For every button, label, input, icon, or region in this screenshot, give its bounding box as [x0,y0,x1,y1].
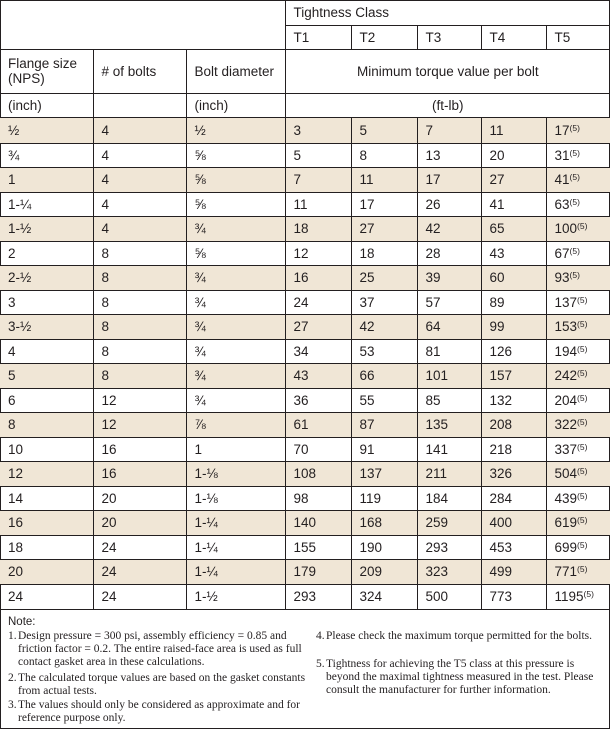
footnote-ref: (5) [577,368,588,378]
note-text: Design pressure = 300 psi, assembly efficiency = 0.85 and friction factor = 0.2. The entire raised-face area is used as full contact gasket area in these calculations. [18,630,302,668]
bolt-diameter-cell: ⅝ [186,143,285,167]
torque-t3-cell: 101 [417,363,481,388]
torque-t4-cell: 89 [481,290,546,314]
footnote-ref: (5) [577,564,588,574]
table-row [0,241,610,265]
torque-unit: (ft-lb) [285,93,610,117]
bolt-count-cell: 4 [93,192,186,216]
torque-t1-cell: 24 [285,290,351,314]
flange-size-cell: 3-½ [0,314,93,339]
torque-t1-cell: 108 [285,461,351,486]
torque-t3-cell: 81 [417,339,481,363]
flange-size-cell: ½ [0,117,93,143]
bolt-count-cell: 20 [93,486,186,510]
torque-t1-cell: 36 [285,388,351,412]
bolt-count-cell: 8 [93,339,186,363]
bolt-count-cell: 4 [93,167,186,192]
table-row [0,265,610,290]
bolt-count-cell: 16 [93,437,186,461]
bolt-count-cell: 4 [93,117,186,143]
torque-t3-cell: 26 [417,192,481,216]
torque-t4-cell: 43 [481,241,546,265]
footnote-ref: (5) [577,490,588,501]
bolt-count-cell: 8 [93,363,186,388]
bolt-count-cell: 24 [93,559,186,584]
note-1 [8,630,308,669]
bolt-diameter-cell: ⅝ [186,241,285,265]
torque-t2-cell: 324 [351,584,417,609]
note-text: The values should only be considered as approximate and for reference purpose only. [18,699,300,724]
table-row [0,584,610,609]
torque-t5-cell [546,167,610,192]
bolt-diameter-cell: 1-½ [186,584,285,609]
tightness-class-header: Tightness Class [285,0,610,25]
torque-t2-cell: 5 [351,117,417,143]
table-row [0,192,610,216]
min-torque-header: Minimum torque value per bolt [285,49,610,93]
torque-t1-cell: 27 [285,314,351,339]
footnote-ref: (5) [577,392,588,403]
bolt-diameter-cell: 1-⅛ [186,461,285,486]
footnote-ref: (5) [583,589,594,599]
note-5 [316,658,602,697]
torque-t5-cell [546,265,610,290]
bolt-diameter-cell: 1-¼ [186,559,285,584]
torque-t1-cell: 70 [285,437,351,461]
flange-unit: (inch) [0,93,93,117]
bolt-count-cell: 8 [93,290,186,314]
torque-t2-cell: 11 [351,167,417,192]
torque-t5-cell [546,437,610,461]
torque-t5-value: 194 [554,343,578,359]
torque-t3-cell: 85 [417,388,481,412]
torque-t4-cell: 65 [481,216,546,241]
flange-size-cell: 16 [0,510,93,535]
torque-t2-cell: 17 [351,192,417,216]
torque-t2-cell: 42 [351,314,417,339]
footnote-ref: (5) [577,294,588,305]
torque-t2-cell: 25 [351,265,417,290]
table-row [0,461,610,486]
torque-t3-cell: 259 [417,510,481,535]
torque-t4-cell: 60 [481,265,546,290]
note-text: Please check the maximum torque permitted for the bolts. [326,630,593,642]
torque-t3-cell: 42 [417,216,481,241]
table-row [0,388,610,412]
footnote-ref: (5) [569,245,580,256]
torque-t2-cell: 137 [351,461,417,486]
table-row [0,486,610,510]
bolt-count-cell: 8 [93,314,186,339]
bolt-count-cell: 20 [93,510,186,535]
torque-t3-cell: 64 [417,314,481,339]
flange-size-cell: 10 [0,437,93,461]
table-row [0,363,610,388]
torque-t1-cell: 7 [285,167,351,192]
torque-t5-value: 242 [554,368,578,383]
torque-t5-value: 67 [554,245,570,261]
torque-t5-cell [546,584,610,609]
torque-t4-cell: 27 [481,167,546,192]
footnote-ref: (5) [577,417,588,427]
note-3 [8,699,308,725]
class-t1-header: T1 [285,25,351,49]
note-number: 3. [8,699,17,711]
torque-t5-value: 204 [554,392,578,408]
bolt-diameter-cell: ⅞ [186,412,285,437]
torque-t3-cell: 211 [417,461,481,486]
footnote-ref: (5) [577,539,588,550]
torque-t5-value: 93 [554,270,570,285]
torque-t5-value: 63 [554,196,570,212]
flange-size-cell: 1-½ [0,216,93,241]
footnote-ref: (5) [577,466,588,476]
torque-t2-cell: 209 [351,559,417,584]
bolt-diameter-cell: ¾ [186,339,285,363]
flange-size-cell: 3 [0,290,93,314]
notes-section [0,611,610,729]
torque-t4-cell: 157 [481,363,546,388]
torque-t4-cell: 499 [481,559,546,584]
bolt-count-cell: 24 [93,535,186,559]
table-row [0,290,610,314]
bolt-count-cell: 8 [93,265,186,290]
torque-t2-cell: 37 [351,290,417,314]
torque-t5-value: 337 [554,441,578,457]
torque-t1-cell: 179 [285,559,351,584]
torque-t3-cell: 28 [417,241,481,265]
flange-size-cell: ¾ [0,143,93,167]
num-bolts-header: # of bolts [93,49,186,93]
torque-t4-cell: 208 [481,412,546,437]
torque-t4-cell: 218 [481,437,546,461]
torque-t3-cell: 57 [417,290,481,314]
torque-t4-cell: 99 [481,314,546,339]
torque-t5-cell [546,117,610,143]
torque-t4-cell: 11 [481,117,546,143]
torque-t4-cell: 400 [481,510,546,535]
bolt-count-cell: 12 [93,388,186,412]
class-t5-header: T5 [546,25,610,49]
footnote-ref: (5) [577,343,588,354]
torque-t5-value: 31 [554,147,570,163]
torque-t2-cell: 168 [351,510,417,535]
torque-t2-cell: 8 [351,143,417,167]
footnote-ref: (5) [569,122,580,133]
torque-t5-value: 771 [554,564,578,579]
torque-t1-cell: 12 [285,241,351,265]
footnote-ref: (5) [577,441,588,452]
bolt-count-cell: 8 [93,241,186,265]
footnote-ref: (5) [569,172,580,182]
bolt-diameter-cell: ¾ [186,363,285,388]
torque-t4-cell: 453 [481,535,546,559]
torque-t3-cell: 17 [417,167,481,192]
torque-t3-cell: 135 [417,412,481,437]
torque-t5-value: 100 [554,221,578,236]
torque-t1-cell: 43 [285,363,351,388]
torque-t3-cell: 323 [417,559,481,584]
torque-t3-cell: 184 [417,486,481,510]
torque-t2-cell: 190 [351,535,417,559]
torque-t5-value: 137 [554,294,578,310]
class-t4-header: T4 [481,25,546,49]
torque-t5-cell [546,314,610,339]
torque-t3-cell: 39 [417,265,481,290]
bolt-diameter-cell: 1-¼ [186,535,285,559]
table-row [0,216,610,241]
torque-t3-cell: 7 [417,117,481,143]
flange-size-cell: 1-¼ [0,192,93,216]
table-row [0,510,610,535]
table-row [0,437,610,461]
torque-t2-cell: 53 [351,339,417,363]
footnote-ref: (5) [569,270,580,280]
footnote-ref: (5) [577,319,588,329]
torque-t5-cell [546,510,610,535]
flange-size-cell: 1 [0,167,93,192]
note-text: The calculated torque values are based on the gasket constants from actual tests. [18,672,306,697]
torque-t2-cell: 55 [351,388,417,412]
torque-t2-cell: 66 [351,363,417,388]
flange-size-header: Flange size (NPS) [0,49,93,93]
torque-t5-cell [546,241,610,265]
flange-size-cell: 12 [0,461,93,486]
footnote-ref: (5) [569,196,580,207]
torque-t4-cell: 20 [481,143,546,167]
flange-size-cell: 2 [0,241,93,265]
bolt-count-cell: 12 [93,412,186,437]
torque-t4-cell: 41 [481,192,546,216]
note-text: Tightness for achieving the T5 class at this pressure is beyond the maximal tightness measured in the test. Please consult the manufacturer for further information. [326,658,594,696]
bolt-diameter-cell: ⅝ [186,192,285,216]
torque-t3-cell: 500 [417,584,481,609]
torque-t1-cell: 155 [285,535,351,559]
flange-size-cell: 2-½ [0,265,93,290]
torque-t1-cell: 34 [285,339,351,363]
torque-t5-value: 619 [554,515,578,530]
notes-title: Note: [8,616,36,628]
torque-t3-cell: 293 [417,535,481,559]
bolt-diameter-cell: ¾ [186,216,285,241]
torque-t5-value: 699 [554,539,578,555]
footnote-ref: (5) [577,515,588,525]
bolt-count-cell: 4 [93,216,186,241]
bolt-diameter-cell: ¾ [186,314,285,339]
torque-t2-cell: 18 [351,241,417,265]
footnote-ref: (5) [569,147,580,158]
bolt-diameter-cell: ¾ [186,290,285,314]
table-row [0,559,610,584]
note-4 [316,630,602,643]
flange-size-cell: 14 [0,486,93,510]
flange-size-cell: 6 [0,388,93,412]
footnote-ref: (5) [577,221,588,231]
torque-t3-cell: 141 [417,437,481,461]
torque-t2-cell: 119 [351,486,417,510]
torque-t5-cell [546,363,610,388]
torque-t5-cell [546,339,610,363]
torque-t2-cell: 91 [351,437,417,461]
bolts-unit [93,93,186,117]
torque-t5-cell [546,412,610,437]
bolt-diameter-cell: 1 [186,437,285,461]
torque-t1-cell: 16 [285,265,351,290]
torque-t2-cell: 27 [351,216,417,241]
note-number: 1. [8,630,17,642]
flange-size-cell: 8 [0,412,93,437]
torque-t5-value: 153 [554,319,578,334]
bolt-diameter-cell: ½ [186,117,285,143]
class-t2-header: T2 [351,25,417,49]
torque-t4-cell: 126 [481,339,546,363]
table-row [0,143,610,167]
torque-t5-cell [546,559,610,584]
torque-t1-cell: 293 [285,584,351,609]
table-row [0,314,610,339]
bolt-diameter-cell: 1-¼ [186,510,285,535]
table-row [0,167,610,192]
table-row [0,117,610,143]
torque-t1-cell: 11 [285,192,351,216]
torque-t5-cell [546,290,610,314]
bolt-diameter-cell: ¾ [186,265,285,290]
torque-t5-value: 439 [554,490,578,506]
torque-t5-value: 17 [554,122,570,138]
bolt-count-cell: 16 [93,461,186,486]
torque-t2-cell: 87 [351,412,417,437]
note-number: 4. [316,630,325,642]
torque-t1-cell: 140 [285,510,351,535]
torque-t1-cell: 5 [285,143,351,167]
torque-t3-cell: 13 [417,143,481,167]
torque-t5-cell [546,143,610,167]
note-2 [8,672,308,698]
torque-t5-cell [546,192,610,216]
torque-t5-value: 1195 [554,589,584,604]
header-blank [0,0,285,49]
bolt-diameter-header: Bolt diameter [186,49,285,93]
note-number: 2. [8,672,17,684]
torque-t4-cell: 132 [481,388,546,412]
torque-t5-value: 41 [554,172,570,187]
flange-size-cell: 5 [0,363,93,388]
torque-t1-cell: 98 [285,486,351,510]
bolt-count-cell: 4 [93,143,186,167]
flange-size-cell: 18 [0,535,93,559]
table-row [0,339,610,363]
torque-t5-cell [546,216,610,241]
flange-size-cell: 4 [0,339,93,363]
bolt-diameter-cell: ¾ [186,388,285,412]
note-number: 5. [316,658,325,670]
torque-t4-cell: 326 [481,461,546,486]
table-row [0,535,610,559]
table-row [0,412,610,437]
torque-t5-cell [546,461,610,486]
torque-t5-cell [546,535,610,559]
diameter-unit: (inch) [186,93,285,117]
bolt-diameter-cell: ⅝ [186,167,285,192]
torque-t5-value: 504 [554,466,578,481]
torque-t1-cell: 61 [285,412,351,437]
torque-t1-cell: 18 [285,216,351,241]
bolt-count-cell: 24 [93,584,186,609]
bolt-diameter-cell: 1-⅛ [186,486,285,510]
torque-t5-cell [546,388,610,412]
flange-size-cell: 24 [0,584,93,609]
torque-t5-cell [546,486,610,510]
torque-t4-cell: 773 [481,584,546,609]
torque-t4-cell: 284 [481,486,546,510]
torque-t5-value: 322 [554,417,578,432]
flange-size-cell: 20 [0,559,93,584]
torque-t1-cell: 3 [285,117,351,143]
class-t3-header: T3 [417,25,481,49]
